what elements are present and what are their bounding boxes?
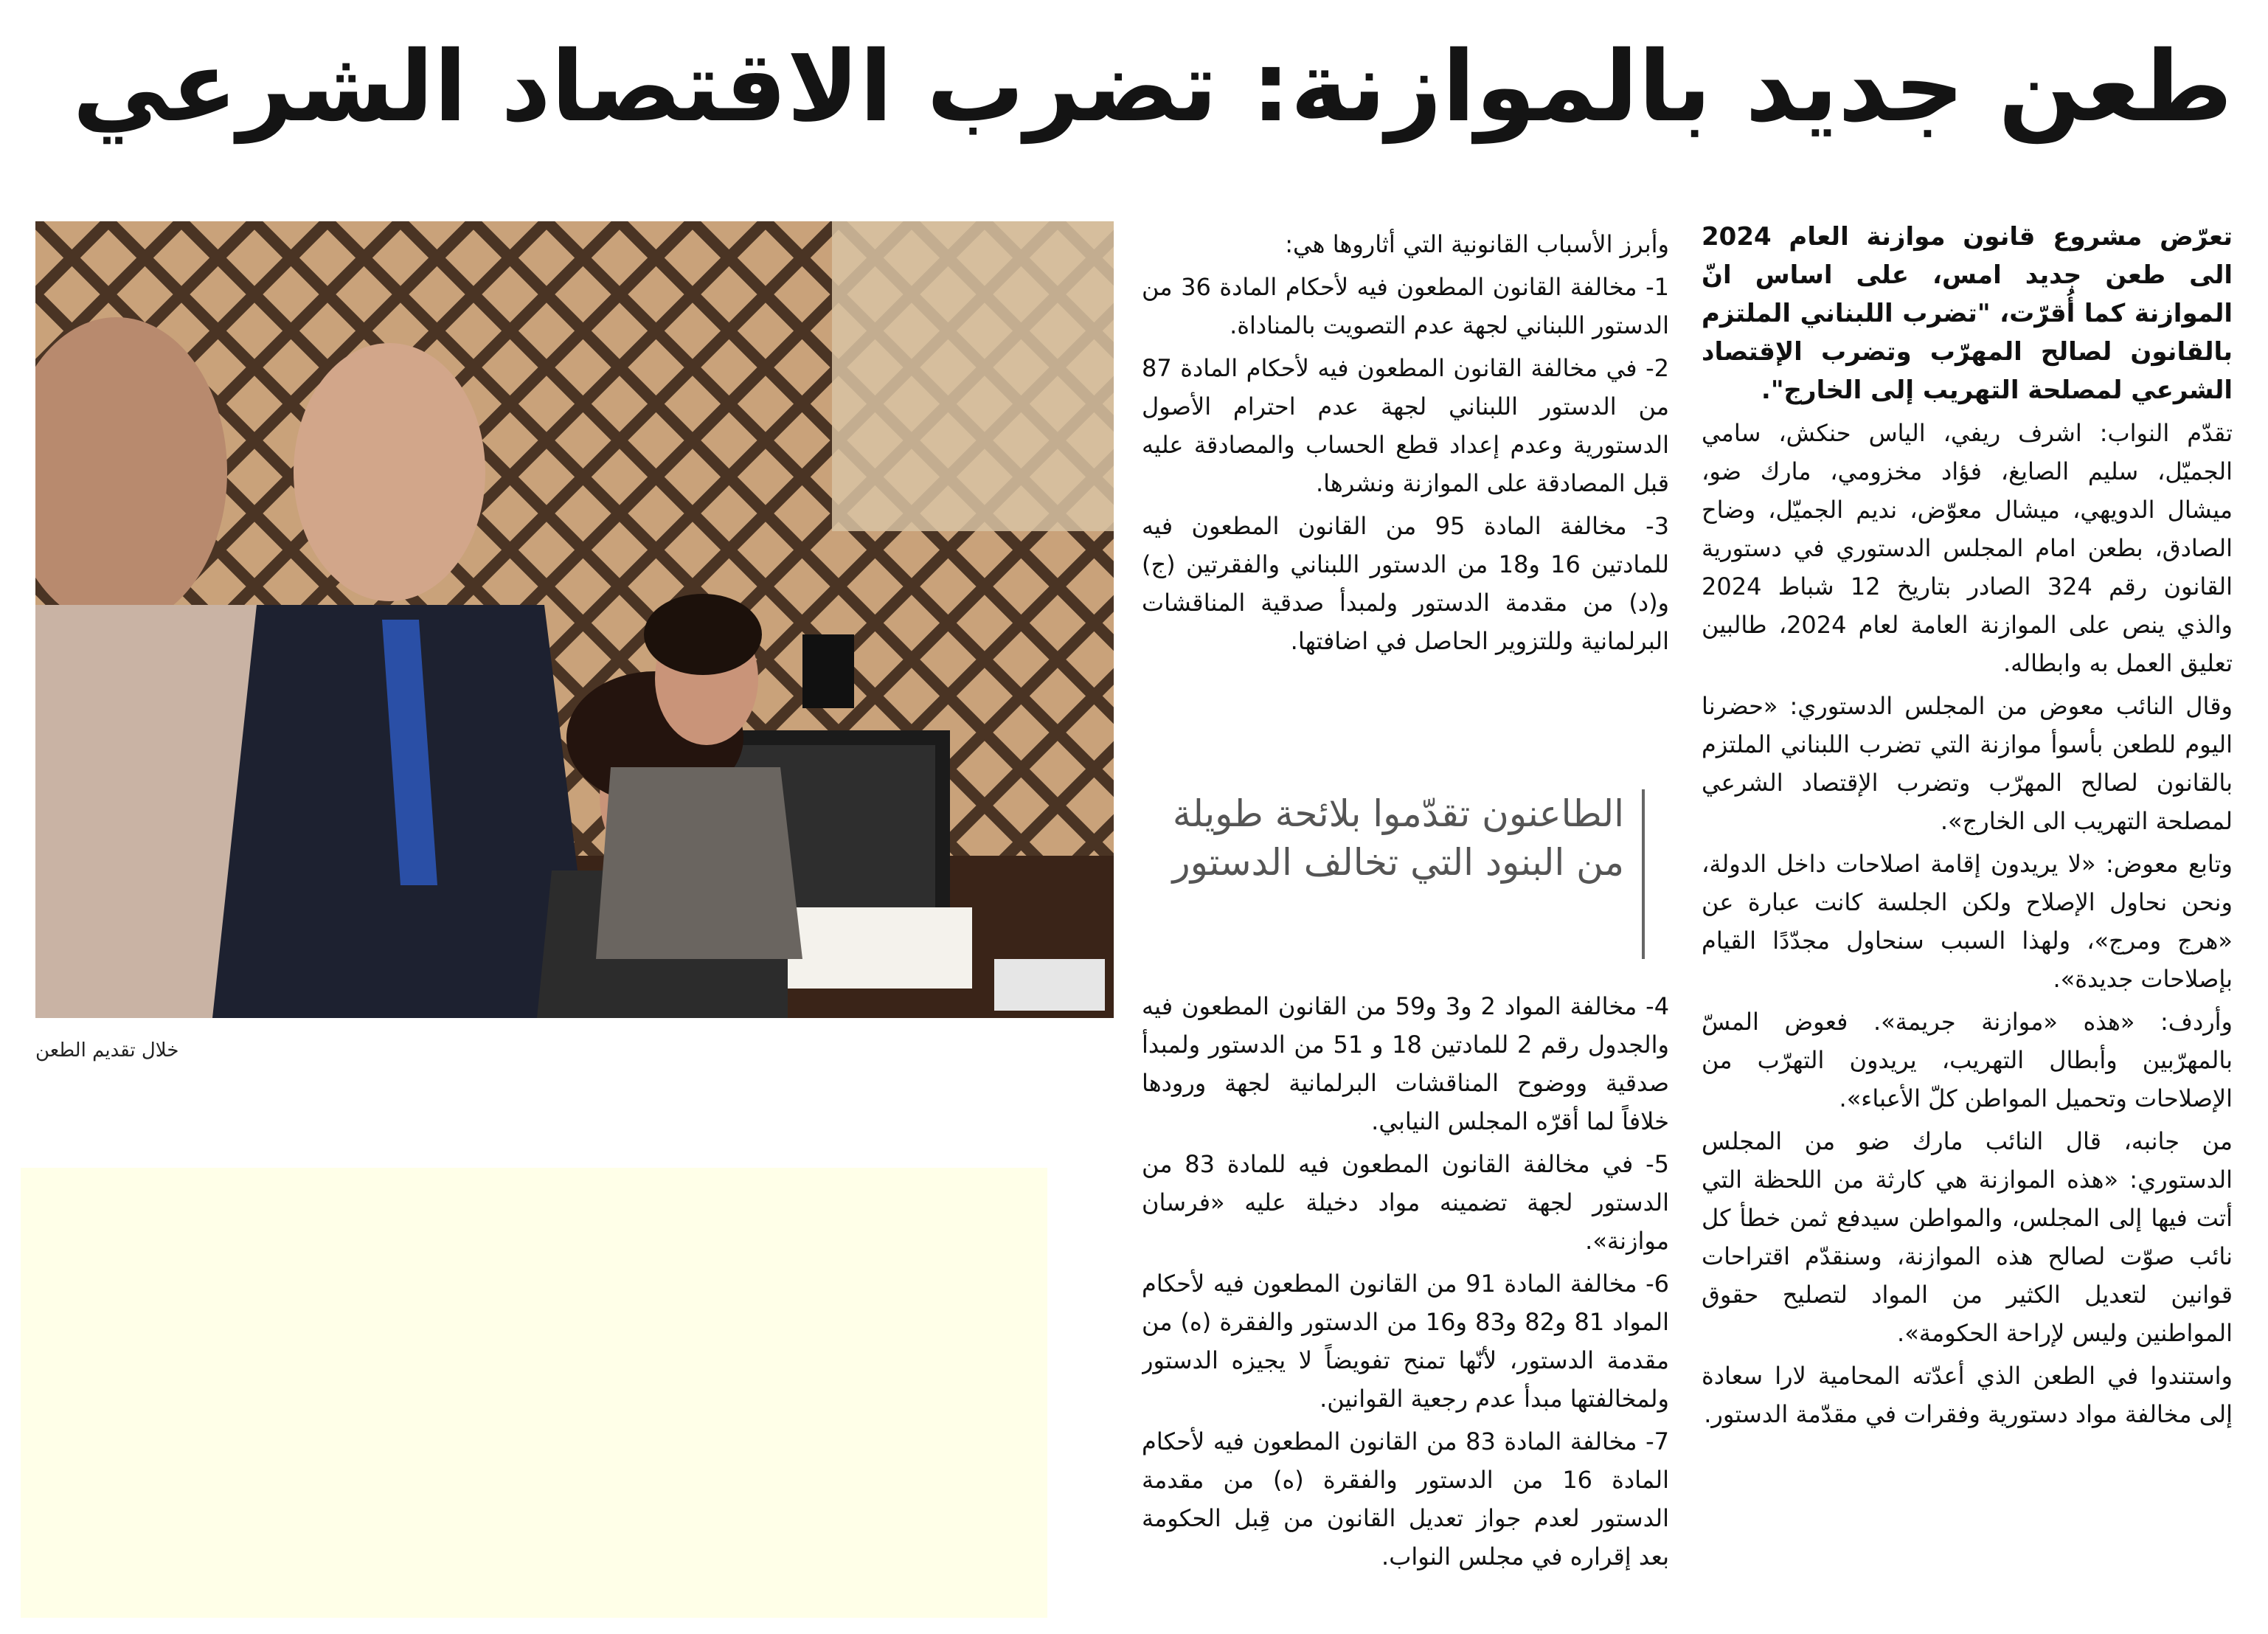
headline: طعن جديد بالموازنة: تضرب الاقتصاد الشرعي: [72, 30, 2233, 144]
paragraph: وقال النائب معوض من المجلس الدستوري: «حضرنا اليوم للطعن بأسوأ موازنة التي تضرب اللبناني الملتزم بالقانون لصالح المهرّب وتضرب الإقتصاد الشرعي لمصلحة التهريب الى الخارج».: [1702, 692, 2233, 835]
paragraph: وتابع معوض: «لا يريدون إقامة اصلاحات داخل الدولة، ونحن نحاول الإصلاح ولكن الجلسة كانت عبارة عن «هرج ومرج»، ولهذا السبب سنحاول مجدّدًا القيام بإصلاحات جديدة».: [1702, 850, 2233, 993]
paragraph: تقدّم النواب: اشرف ريفي، الياس حنكش، سامي الجميّل، سليم الصايغ، فؤاد مخزومي، مارك ضو، ميشال الدويهي، ميشال معوّض، نديم الجميّل، وضاح الصادق، بطعن امام المجلس الدستوري في دستورية القانون رقم 324 الصادر بتاريخ 12 شباط 2024 والذي ينص على الموازنة العامة لعام 2024، طالبين تعليق العمل به وابطاله.: [1702, 419, 2233, 677]
middle-column-bottom: [1142, 987, 1669, 1577]
paragraph: 1- مخالفة القانون المطعون فيه لأحكام المادة 36 من الدستور اللبناني لجهة عدم التصويت بالمناداة.: [1142, 273, 1669, 339]
yellow-panel: [21, 1168, 1047, 1618]
lede: تعرّض مشروع قانون موازنة العام 2024 الى طعن جديد امس، على اساس انّ الموازنة كما أُقرّت، "تضرب اللبناني الملتزم بالقانون لصالح المهرّب وتضرب الإقتصاد الشرعي لمصلحة التهريب إلى الخارج".: [1702, 222, 2233, 405]
paragraph: 2- في مخالفة القانون المطعون فيه لأحكام المادة 87 من الدستور اللبناني لجهة عدم احترام الأصول الدستورية وعدم إعداد قطع الحساب والمصادقة عليه قبل المصادقة على الموازنة ونشرها.: [1142, 354, 1669, 497]
pull-quote: الطاعنون تقدّموا بلائحة طويلة من البنود التي تخالف الدستور: [1143, 789, 1645, 959]
paragraph: وأبرز الأسباب القانونية التي أثاروها هي:: [1285, 230, 1669, 258]
right-column: [1702, 218, 2233, 1612]
article-photo: [35, 221, 1114, 1018]
paragraph: 5- في مخالفة القانون المطعون فيه للمادة 83 من الدستور لجهة تضمينه مواد دخيلة عليه «فرسان موازنة».: [1142, 1150, 1669, 1255]
middle-column-top: [1142, 225, 1669, 756]
paragraph: واستندوا في الطعن الذي أعدّته المحامية لارا سعادة إلى مخالفة مواد دستورية وفقرات في مقدّمة الدستور.: [1702, 1362, 2233, 1428]
paragraph: 6- مخالفة المادة 91 من القانون المطعون فيه لأحكام المواد 81 و82 و83 و16 من الدستور والفقرة (ه) من مقدمة الدستور، لأنّها تمنح تفويضاً لا يجيزه الدستور ولمخالفتها مبدأ عدم رجعية القوانين.: [1142, 1270, 1669, 1413]
photo-caption: [35, 1034, 1114, 1067]
paragraph: 7- مخالفة المادة 83 من القانون المطعون فيه لأحكام المادة 16 من الدستور والفقرة (ه) من مقدمة الدستور لعدم جواز تعديل القانون من قِبل الحكومة بعد إقراره في مجلس النواب.: [1142, 1427, 1669, 1571]
paragraph: وأردف: «هذه «موازنة جريمة». فعوض المسّ بالمهرّبين وأبطال التهريب، يريدون التهرّب من الإصلاحات وتحميل المواطن كلّ الأعباء».: [1702, 1008, 2233, 1112]
photo-caption-text: خلال تقديم الطعن: [35, 1039, 179, 1062]
paragraph: 4- مخالفة المواد 2 و3 و59 من القانون المطعون فيه والجدول رقم 2 للمادتين 18 و 51 من الدستور ولمبدأ صدقية ووضوح المناقشات البرلمانية لجهة ورودها خلافاً لما أقرّه المجلس النيابي.: [1142, 992, 1669, 1135]
paragraph: 3- مخالفة المادة 95 من القانون المطعون فيه للمادتين 16 و18 من الدستور اللبناني والفقرتين (ج) و(د) من مقدمة الدستور ولمبدأ صدقية المناقشات البرلمانية وللتزوير الحاصل في اضافتها.: [1142, 512, 1669, 655]
photo-illustration: [35, 221, 1114, 1018]
paragraph: من جانبه، قال النائب مارك ضو من المجلس الدستوري: «هذه الموازنة هي كارثة من اللحظة التي أتت فيها إلى المجلس، والمواطن سيدفع ثمن خطأ كل نائب صوّت لصالح هذه الموازنة، وسنقدّم اقتراحات قوانين لتعديل الكثير من المواد لتصليح حقوق المواطنين وليس لإراحة الحكومة».: [1702, 1127, 2233, 1347]
